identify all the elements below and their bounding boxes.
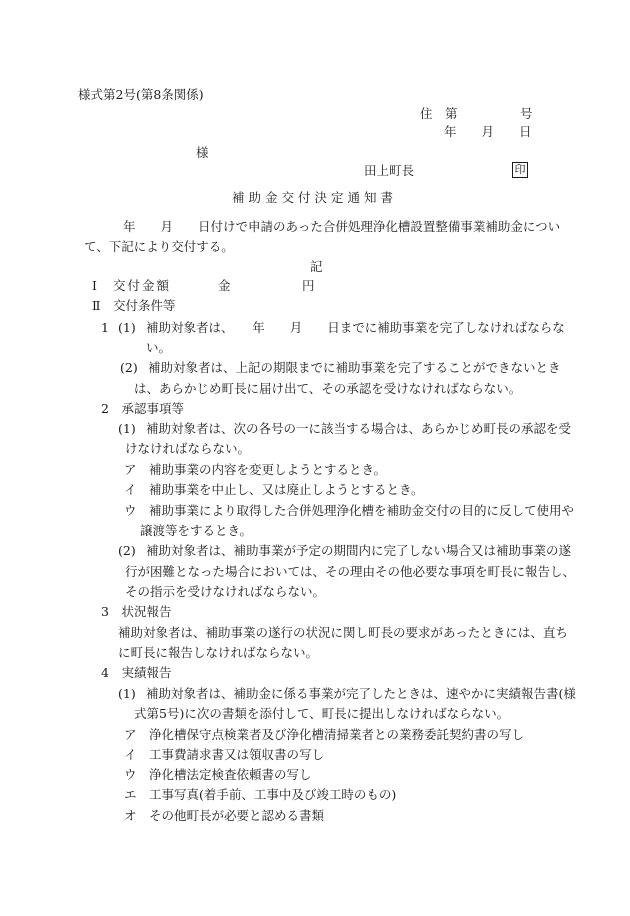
date-line: 年 月 日 bbox=[444, 124, 532, 139]
item-1-1-line-2: い。 bbox=[146, 340, 172, 355]
addressee-suffix: 様 bbox=[196, 145, 209, 160]
amount-kin: 金 bbox=[218, 278, 231, 293]
item-2-1-line-1: 補助対象者は、次の各号の一に該当する場合は、あらかじめ町長の承認を受 bbox=[146, 421, 572, 436]
item-4-1-i: イ 工事費請求書又は領収書の写し bbox=[124, 747, 325, 762]
item-3-heading: 3 状況報告 bbox=[101, 604, 172, 619]
item-4-1-number: (1) bbox=[118, 686, 136, 701]
item-2-2-line-3: その指示を受けなければならない。 bbox=[125, 584, 326, 599]
item-4-1-line-1: 補助対象者は、補助金に係る事業が完了したときは、速やかに実績報告書(様 bbox=[146, 686, 576, 701]
item-4-1-line-2: 式第5号)に次の書類を添付して、町長に提出しなければならない。 bbox=[134, 706, 510, 721]
amount-en: 円 bbox=[302, 278, 315, 293]
item-4-1-a: ア 浄化槽保守点検業者及び浄化槽清掃業者との業務委託契約書の写し bbox=[124, 727, 525, 742]
seal-stamp: 印 bbox=[512, 162, 528, 178]
form-label: 様式第2号(第8条関係) bbox=[78, 87, 204, 102]
item-2-1-i: イ 補助事業を中止し、又は廃止しようとするとき。 bbox=[124, 482, 424, 497]
item-1-1-number: (1) bbox=[118, 320, 136, 335]
item-2-heading: 2 承認事項等 bbox=[101, 401, 184, 416]
item-2-1-u-line-1: ウ 補助事業により取得した合併処理浄化槽を補助金交付の目的に反して使用や bbox=[124, 503, 575, 518]
item-4-1-e: エ 工事写真(着手前、工事中及び竣工時のもの) bbox=[124, 787, 397, 802]
intro-line-2: て、下記により交付する。 bbox=[84, 239, 234, 254]
issuer-name: 田上町長 bbox=[364, 163, 415, 178]
section-1-label: 交付金額 bbox=[113, 278, 172, 293]
item-4-heading: 4 実績報告 bbox=[101, 665, 172, 680]
item-3-line-2: に町長に報告しなければならない。 bbox=[118, 645, 319, 660]
item-2-2-line-2: 行が困難となった場合においては、その理由その他必要な事項を町長に報告し、 bbox=[125, 564, 576, 579]
item-1-number: 1 bbox=[101, 320, 109, 335]
item-4-1-u: ウ 浄化槽法定検査依頼書の写し bbox=[124, 767, 312, 782]
item-2-1-a: ア 補助事業の内容を変更しようとするとき。 bbox=[124, 462, 387, 477]
intro-line-1: 年 月 日付けで申請のあった合併処理浄化槽設置整備事業補助金につい bbox=[123, 219, 561, 234]
item-1-2-line-1: 補助対象者は、上記の期限までに補助事業を完了することができないとき bbox=[148, 360, 561, 375]
item-2-2-line-1: 補助対象者は、補助事業が予定の期間内に完了しない場合又は補助事業の遂 bbox=[146, 543, 572, 558]
item-1-2-number: (2) bbox=[120, 360, 138, 375]
section-2-label: 交付条件等 bbox=[113, 298, 176, 313]
item-3-line-1: 補助対象者は、補助事業の遂行の状況に関し町長の要求があったときには、直ち bbox=[118, 625, 568, 640]
item-1-1-line-1: 補助対象者は、 年 月 日までに補助事業を完了しなければならな bbox=[146, 320, 565, 335]
document-number-line: 住 第 号 bbox=[420, 106, 533, 121]
ki-heading: 記 bbox=[310, 259, 323, 274]
item-2-1-number: (1) bbox=[118, 421, 136, 436]
item-2-1-u-line-2: 譲渡等をするとき。 bbox=[140, 523, 253, 538]
item-2-2-number: (2) bbox=[118, 543, 136, 558]
document-title: 補助金交付決定通知書 bbox=[232, 190, 398, 205]
item-2-1-line-2: けなければならない。 bbox=[125, 441, 251, 456]
item-4-1-o: オ その他町長が必要と認める書類 bbox=[124, 808, 325, 823]
item-1-2-line-2: は、あらかじめ町長に届け出て、その承認を受けなければならない。 bbox=[134, 381, 522, 396]
section-2-number: Ⅱ bbox=[92, 298, 101, 313]
section-1-number: Ⅰ bbox=[92, 278, 97, 293]
